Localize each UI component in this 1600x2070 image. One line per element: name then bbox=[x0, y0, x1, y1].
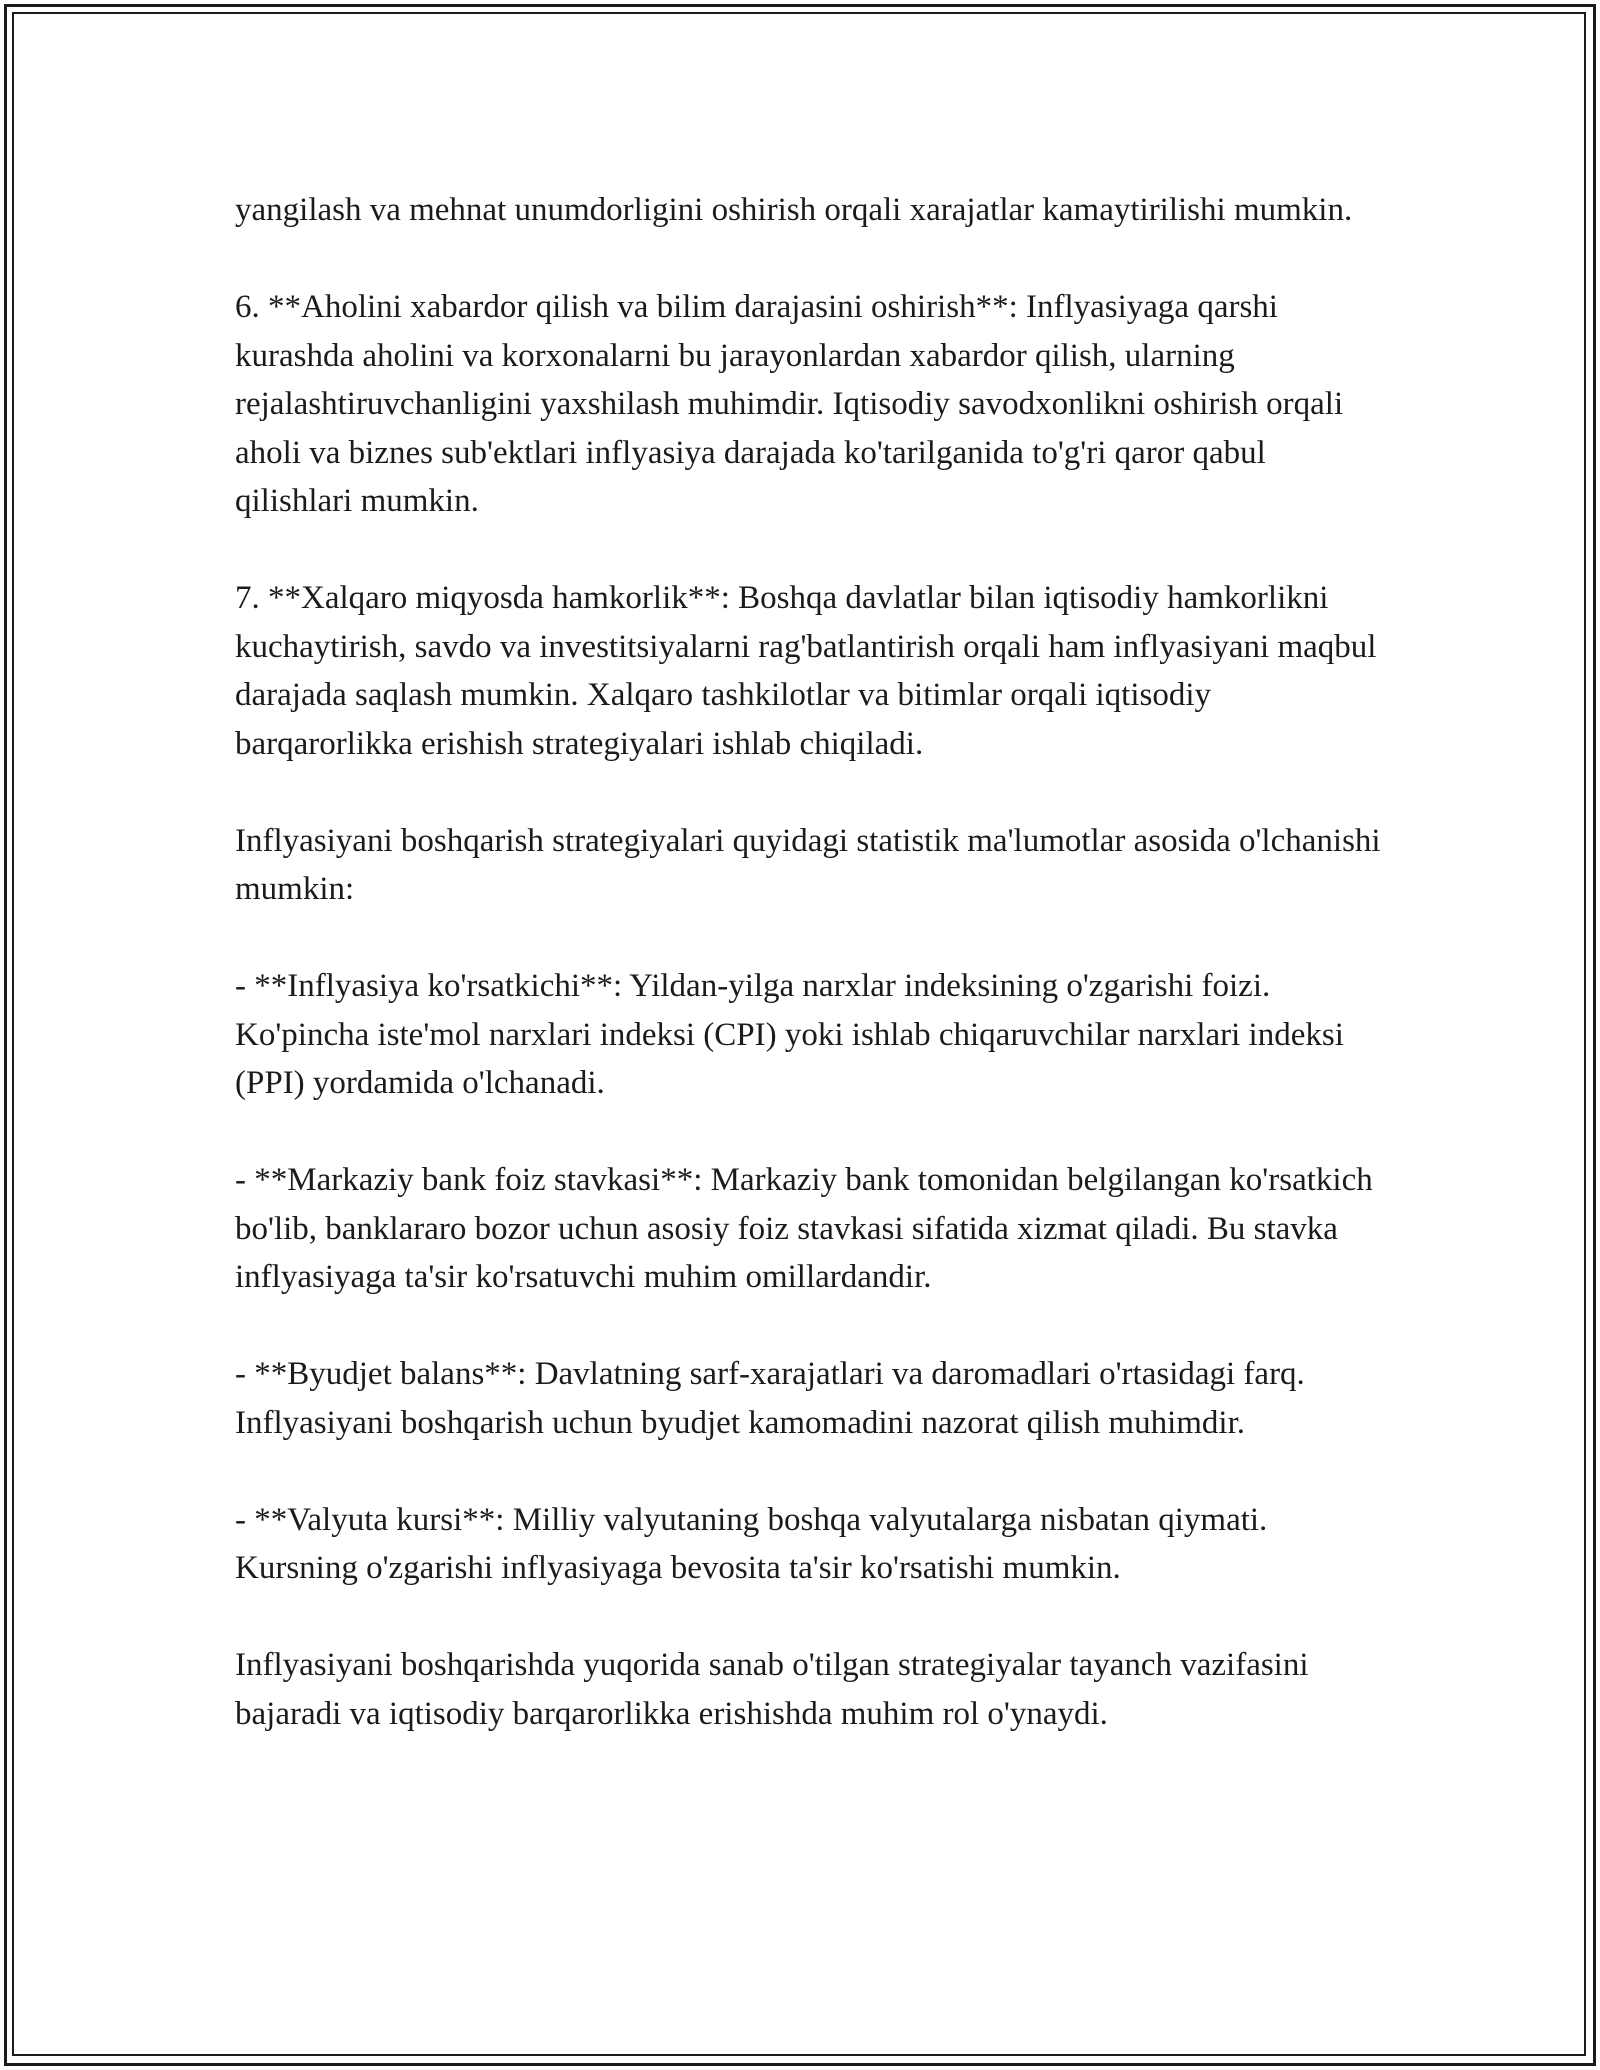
paragraph-public-awareness: 6. **Aholini xabardor qilish va bilim darajasini oshirish**: Inflyasiyaga qarshi kurashda aholini va korxonalarni bu jarayonlardan xabardor qilish, ularning rejalashtiruvchanligini yaxshilash muhimdir. Iqtisodiy savodxonlikni oshirish orqali aholi va biznes sub'ektlari inflyasiya darajada ko'tarilganida to'g'ri qaror qabul qilishlari mumkin. bbox=[235, 289, 1344, 519]
paragraph-conclusion: Inflyasiyani boshqarishda yuqorida sanab o'tilgan strategiyalar tayanch vazifasini bajaradi va iqtisodiy barqarorlikka erishishda muhim rol o'ynaydi. bbox=[235, 1647, 1309, 1732]
list-item-exchange-rate: - **Valyuta kursi**: Milliy valyutaning boshqa valyutalarga nisbatan qiymati. Kursning o'zgarishi inflyasiyaga bevosita ta'sir ko'rsatishi mumkin. bbox=[235, 1501, 1268, 1586]
paragraph-cost-reduction-continuation: yangilash va mehnat unumdorligini oshirish orqali xarajatlar kamaytirilishi mumkin. bbox=[235, 192, 1353, 228]
list-item-budget-balance: - **Byudjet balans**: Davlatning sarf-xarajatlari va daromadlari o'rtasidagi farq. Inflyasiyani boshqarish uchun byudjet kamomadini nazorat qilish muhimdir. bbox=[235, 1356, 1305, 1441]
paragraph-international-cooperation: 7. **Xalqaro miqyosda hamkorlik**: Boshqa davlatlar bilan iqtisodiy hamkorlikni kuchaytirish, savdo va investitsiyalarni rag'batlantirish orqali ham inflyasiyani maqbul darajada saqlash mumkin. Xalqaro tashkilotlar va bitimlar orqali iqtisodiy barqarorlikka erishish strategiyalari ishlab chiqiladi. bbox=[235, 580, 1377, 762]
list-item-central-bank-rate: - **Markaziy bank foiz stavkasi**: Markaziy bank tomonidan belgilangan ko'rsatkich bo'lib, banklararo bozor uchun asosiy foiz stavkasi sifatida xizmat qiladi. Bu stavka inflyasiyaga ta'sir ko'rsatuvchi muhim omillardandir. bbox=[235, 1162, 1373, 1295]
list-item-inflation-indicator: - **Inflyasiya ko'rsatkichi**: Yildan-yilga narxlar indeksining o'zgarishi foizi. Ko'pincha iste'mol narxlari indeksi (CPI) yoki ishlab chiqaruvchilar narxlari indeksi (PPI) yordamida o'lchanadi. bbox=[235, 968, 1344, 1101]
document-body bbox=[235, 186, 1385, 1738]
paragraph-statistics-intro: Inflyasiyani boshqarish strategiyalari quyidagi statistik ma'lumotlar asosida o'lchanishi mumkin: bbox=[235, 822, 1381, 907]
